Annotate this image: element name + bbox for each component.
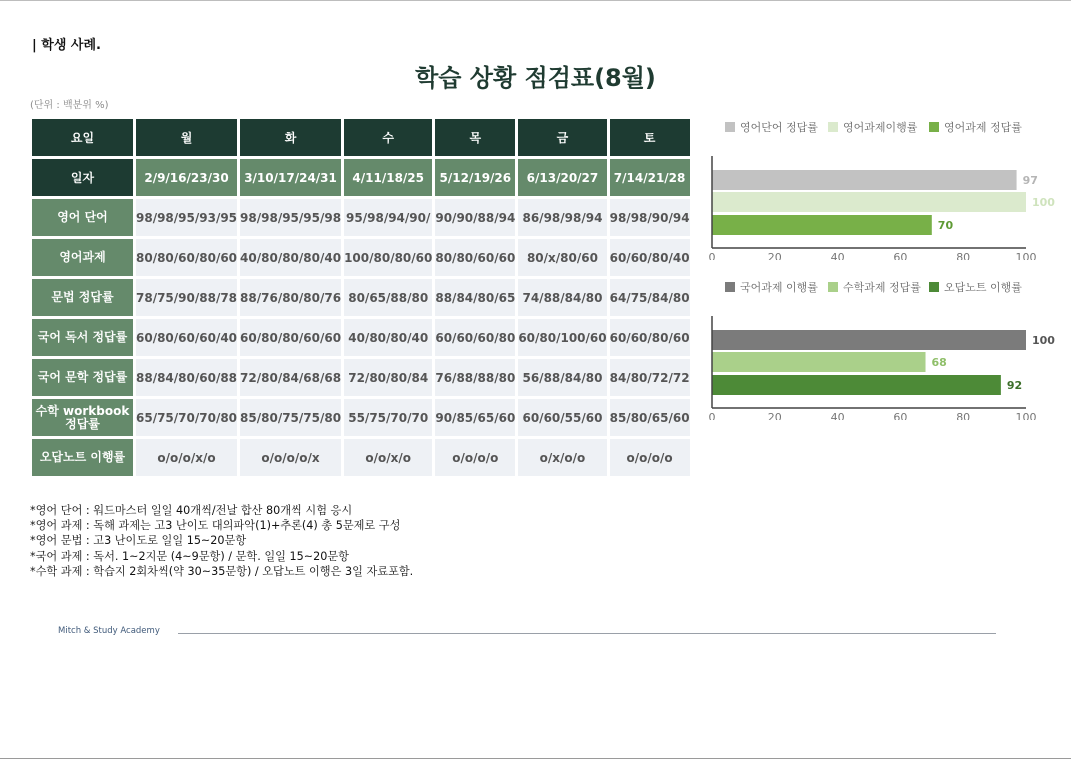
top-border <box>0 0 1071 1</box>
tick-label: 60 <box>893 411 908 420</box>
table-row <box>32 319 690 356</box>
table-cell: 74/88/84/80 <box>518 279 606 316</box>
table-cell: o/o/x/o <box>344 439 432 476</box>
table-cell: 84/80/72/72 <box>610 359 690 396</box>
tick-label: 20 <box>767 251 782 260</box>
legend-swatch <box>929 282 939 292</box>
bar <box>712 352 926 372</box>
table-row <box>32 399 690 436</box>
table-cell: 76/88/88/80 <box>435 359 515 396</box>
table-cell: 88/84/80/65 <box>435 279 515 316</box>
legend-swatch <box>725 122 735 132</box>
tick-label: 40 <box>830 251 845 260</box>
bar <box>712 330 1026 350</box>
table-cell: 90/90/88/94 <box>435 199 515 236</box>
tick-label: 100 <box>1015 411 1037 420</box>
table-cell: 40/80/80/40 <box>344 319 432 356</box>
table-cell: 60/60/55/60 <box>518 399 606 436</box>
table-cell: 78/75/90/88/78 <box>136 279 237 316</box>
table-cell: o/o/o/o <box>610 439 690 476</box>
note-line: *영어 과제 : 독해 과제는 고3 난이도 대의파악(1)+추론(4) 총 5문제로 구성 <box>30 519 401 533</box>
table-cell: 80/80/60/60 <box>435 239 515 276</box>
page-title: 학습 상황 점검표(8월) <box>415 64 656 92</box>
table-cell: 100/80/80/60 <box>344 239 432 276</box>
data-label: 92 <box>1006 379 1023 392</box>
legend-item <box>828 280 921 294</box>
tick-label: 20 <box>767 411 782 420</box>
data-label: 100 <box>1032 334 1055 347</box>
data-label: 70 <box>937 219 954 232</box>
date-cell: 7/14/21/28 <box>610 159 690 196</box>
tick-label: 100 <box>1015 251 1037 260</box>
header-cell: 요일 <box>32 119 133 156</box>
table-cell: 60/80/80/60/60 <box>240 319 341 356</box>
header-cell: 토 <box>610 119 690 156</box>
footer-brand: Mitch & Study Academy <box>58 626 160 636</box>
legend-item <box>929 280 1022 294</box>
row-label: 문법 정답률 <box>32 279 133 316</box>
table-cell: o/o/o/x/o <box>136 439 237 476</box>
table-cell: 98/98/95/93/95 <box>136 199 237 236</box>
data-label: 97 <box>1022 174 1038 187</box>
row-label: 국어 문학 정답률 <box>32 359 133 396</box>
table-cell: 90/85/65/60 <box>435 399 515 436</box>
legend-label: 수학과제 정답률 <box>843 281 921 294</box>
bar <box>712 375 1001 395</box>
english-chart <box>700 110 1060 260</box>
tick-label: 0 <box>708 251 716 260</box>
korean-math-chart <box>700 270 1060 420</box>
header-cell: 화 <box>240 119 341 156</box>
row-label: 오답노트 이행률 <box>32 439 133 476</box>
bar <box>712 192 1026 212</box>
table-row <box>32 279 690 316</box>
table-cell: 80/x/80/60 <box>518 239 606 276</box>
table-cell: 56/88/84/80 <box>518 359 606 396</box>
unit-note: (단위 : 백분위 %) <box>30 100 109 111</box>
legend-label: 영어과제이행률 <box>843 121 918 134</box>
table-cell: 95/98/94/90/ <box>344 199 432 236</box>
data-label: 68 <box>931 356 947 369</box>
table-cell: 55/75/70/70 <box>344 399 432 436</box>
header-cell: 월 <box>136 119 237 156</box>
note-line: *영어 단어 : 워드마스터 일일 40개씩/전날 합산 80개씩 시험 응시 <box>30 504 353 517</box>
table-cell: 88/76/80/80/76 <box>240 279 341 316</box>
row-label: 국어 독서 정답률 <box>32 319 133 356</box>
table-cell: o/o/o/o/x <box>240 439 341 476</box>
study-check-table <box>29 116 693 479</box>
header-cell: 수 <box>344 119 432 156</box>
legend-item <box>828 120 918 134</box>
date-label-cell: 일자 <box>32 159 133 196</box>
section-label: | 학생 사례. <box>32 38 101 53</box>
note-line: *수학 과제 : 학습지 2회차씩(약 30~35문항) / 오답노트 이행은 3일 자료포함. <box>30 564 414 578</box>
table-cell: 60/80/60/60/40 <box>136 319 237 356</box>
note-line: *국어 과제 : 독서. 1~2지문 (4~9문항) / 문학. 일일 15~20문항 <box>30 549 349 563</box>
legend-label: 오답노트 이행률 <box>944 281 1022 294</box>
table-cell: 60/60/80/40 <box>610 239 690 276</box>
table-cell: 98/98/95/95/98 <box>240 199 341 236</box>
legend-label: 영어단어 정답률 <box>740 121 818 134</box>
legend-label: 영어과제 정답률 <box>944 121 1022 134</box>
tick-label: 40 <box>830 411 845 420</box>
table-cell: 72/80/84/68/68 <box>240 359 341 396</box>
table-cell: 65/75/70/70/80 <box>136 399 237 436</box>
table-date-row <box>32 159 690 196</box>
bar <box>712 215 932 235</box>
tick-label: 80 <box>956 411 971 420</box>
tick-label: 80 <box>956 251 971 260</box>
table-cell: 40/80/80/80/40 <box>240 239 341 276</box>
header-cell: 금 <box>518 119 606 156</box>
table-cell: o/x/o/o <box>518 439 606 476</box>
table-row <box>32 439 690 476</box>
tick-label: 0 <box>708 411 716 420</box>
legend-label: 국어과제 이행률 <box>740 281 818 294</box>
table-row <box>32 359 690 396</box>
row-label: 영어과제 <box>32 239 133 276</box>
tick-label: 60 <box>893 251 908 260</box>
table-row <box>32 199 690 236</box>
table-cell: 86/98/98/94 <box>518 199 606 236</box>
date-cell: 4/11/18/25 <box>344 159 432 196</box>
table-header-row <box>32 119 690 156</box>
date-cell: 3/10/17/24/31 <box>240 159 341 196</box>
table-cell: 80/65/88/80 <box>344 279 432 316</box>
date-cell: 6/13/20/27 <box>518 159 606 196</box>
table-cell: 88/84/80/60/88 <box>136 359 237 396</box>
legend-swatch <box>725 282 735 292</box>
legend-item <box>725 120 818 134</box>
date-cell: 5/12/19/26 <box>435 159 515 196</box>
table-cell: 85/80/65/60 <box>610 399 690 436</box>
bar <box>712 170 1017 190</box>
legend-swatch <box>828 122 838 132</box>
table-cell: 64/75/84/80 <box>610 279 690 316</box>
footer-rule <box>178 633 996 634</box>
notes-block <box>30 503 413 579</box>
date-cell: 2/9/16/23/30 <box>136 159 237 196</box>
bottom-border <box>0 758 1071 759</box>
table-cell: 85/80/75/75/80 <box>240 399 341 436</box>
header-cell: 목 <box>435 119 515 156</box>
table-cell: 98/98/90/94 <box>610 199 690 236</box>
legend-swatch <box>929 122 939 132</box>
table-cell: 72/80/80/84 <box>344 359 432 396</box>
legend-item <box>725 280 818 294</box>
legend-swatch <box>828 282 838 292</box>
table-cell: 60/60/60/80 <box>435 319 515 356</box>
legend-item <box>929 120 1022 134</box>
table-cell: 60/60/80/60 <box>610 319 690 356</box>
data-label: 100 <box>1032 196 1055 209</box>
row-label: 수학 workbook 정답률 <box>32 399 133 436</box>
table-cell: 80/80/60/80/60 <box>136 239 237 276</box>
row-label: 영어 단어 <box>32 199 133 236</box>
table-cell: 60/80/100/60 <box>518 319 606 356</box>
table-cell: o/o/o/o <box>435 439 515 476</box>
note-line: *영어 문법 : 고3 난이도로 일일 15~20문항 <box>30 534 247 548</box>
table-row <box>32 239 690 276</box>
